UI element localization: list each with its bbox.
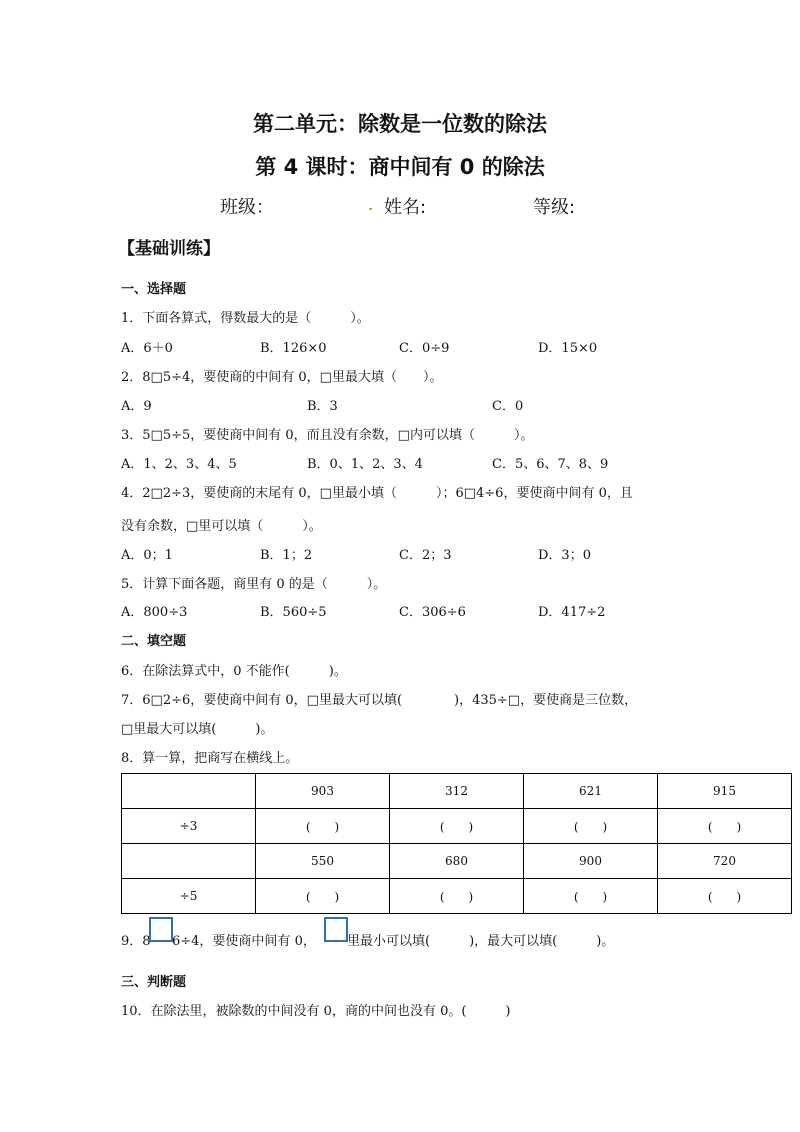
table-row xyxy=(122,879,792,914)
table-row xyxy=(122,774,792,809)
q2-option-b: B．3 xyxy=(307,399,338,414)
q3-option-c: C．5、6、7、8、9 xyxy=(492,457,609,472)
name-label: 姓名: xyxy=(384,197,427,218)
class-label: 班级： xyxy=(220,197,274,218)
choice-section-heading: 一、选择题 xyxy=(121,282,187,297)
question-10: 10．在除法里，被除数的中间没有 0，商的中间也没有 0。( ) xyxy=(121,1004,511,1019)
table-cell: 621 xyxy=(524,774,658,809)
q4-option-d: D．3；0 xyxy=(538,548,591,563)
judge-section-heading: 三、判断题 xyxy=(121,975,187,990)
question-7-line-2: □里最大可以填( )。 xyxy=(121,722,274,737)
answer-cell[interactable]: ( ) xyxy=(390,809,524,844)
blank-box-2[interactable] xyxy=(324,917,348,942)
answer-cell[interactable]: ( ) xyxy=(524,809,658,844)
q4-option-b: B．1；2 xyxy=(260,548,313,563)
q2-option-c: C．0 xyxy=(492,399,524,414)
table-cell: 680 xyxy=(390,844,524,879)
division-table xyxy=(121,773,792,914)
question-2: 2．8□5÷4，要使商的中间有 0，□里最大填（ ）。 xyxy=(121,370,443,385)
q5-option-c: C．306÷6 xyxy=(399,605,466,620)
table-cell: ÷3 xyxy=(122,809,256,844)
table-row xyxy=(122,809,792,844)
question-9-end: 里最小可以填( )，最大可以填( )。 xyxy=(347,934,615,949)
table-cell: 720 xyxy=(658,844,792,879)
answer-cell[interactable]: ( ) xyxy=(524,879,658,914)
table-cell: 312 xyxy=(390,774,524,809)
answer-cell[interactable]: ( ) xyxy=(658,809,792,844)
page-title: 第二单元：除数是一位数的除法 xyxy=(253,112,547,136)
answer-cell[interactable]: ( ) xyxy=(390,879,524,914)
table-cell: 550 xyxy=(256,844,390,879)
table-cell xyxy=(122,774,256,809)
question-7-line-1: 7．6□2÷6，要使商中间有 0，□里最大可以填( )，435÷□，要使商是三位数， xyxy=(121,693,638,708)
q4-part-2: ，要使商中间有 0，且 xyxy=(503,486,633,501)
question-6: 6．在除法算式中，0 不能作( )。 xyxy=(121,664,347,679)
q5-option-b: B．560÷5 xyxy=(260,605,327,620)
lesson-subtitle: 第 4 课时：商中间有 0 的除法 xyxy=(255,155,545,179)
question-3: 3．5□5÷5，要使商中间有 0，而且没有余数，□内可以填（ ）。 xyxy=(121,428,534,443)
table-cell: 915 xyxy=(658,774,792,809)
table-cell: 903 xyxy=(256,774,390,809)
question-4-line-2: 没有余数，□里可以填（ ）。 xyxy=(121,519,322,534)
answer-cell[interactable]: ( ) xyxy=(658,879,792,914)
q5-option-d: D．417÷2 xyxy=(538,605,606,620)
basic-training-heading: 【基础训练】 xyxy=(118,239,220,259)
q4-expression-2: 6□4÷6 xyxy=(455,486,504,501)
q1-option-c: C．0÷9 xyxy=(399,341,450,356)
q4-expression-1: 2□2÷3 xyxy=(142,486,191,501)
decorative-dot xyxy=(369,208,372,210)
q4-option-c: C．2；3 xyxy=(399,548,452,563)
grade-label: 等级: xyxy=(533,197,576,218)
blank-box-1[interactable] xyxy=(149,917,173,942)
q4-number: 4． xyxy=(121,486,143,501)
table-cell xyxy=(122,844,256,879)
question-4-line-1 xyxy=(121,482,633,501)
q3-option-b: B．0、1、2、3、4 xyxy=(307,457,423,472)
q1-option-d: D．15×0 xyxy=(538,341,598,356)
q2-option-a: A．9 xyxy=(121,399,152,414)
table-cell: ÷5 xyxy=(122,879,256,914)
question-1: 1．下面各算式，得数最大的是（ ）。 xyxy=(121,311,370,326)
q5-option-a: A．800÷3 xyxy=(121,605,188,620)
fill-section-heading: 二、填空题 xyxy=(121,634,187,649)
table-row xyxy=(122,844,792,879)
question-9-middle: 6÷4，要使商中间有 0， xyxy=(172,934,316,949)
q4-part-1: ，要使商的末尾有 0，□里最小填（ ）； xyxy=(190,486,456,501)
question-5: 5．计算下面各题，商里有 0 的是（ ）。 xyxy=(121,577,387,592)
q4-option-a: A．0；1 xyxy=(121,548,173,563)
question-9-start: 9．8 xyxy=(121,934,151,949)
q1-option-b: B．126×0 xyxy=(260,341,327,356)
answer-cell[interactable]: ( ) xyxy=(256,879,390,914)
q1-option-a: A．6＋0 xyxy=(121,341,173,356)
answer-cell[interactable]: ( ) xyxy=(256,809,390,844)
q3-option-a: A．1、2、3、4、5 xyxy=(121,457,237,472)
table-cell: 900 xyxy=(524,844,658,879)
question-8: 8．算一算，把商写在横线上。 xyxy=(121,751,299,766)
